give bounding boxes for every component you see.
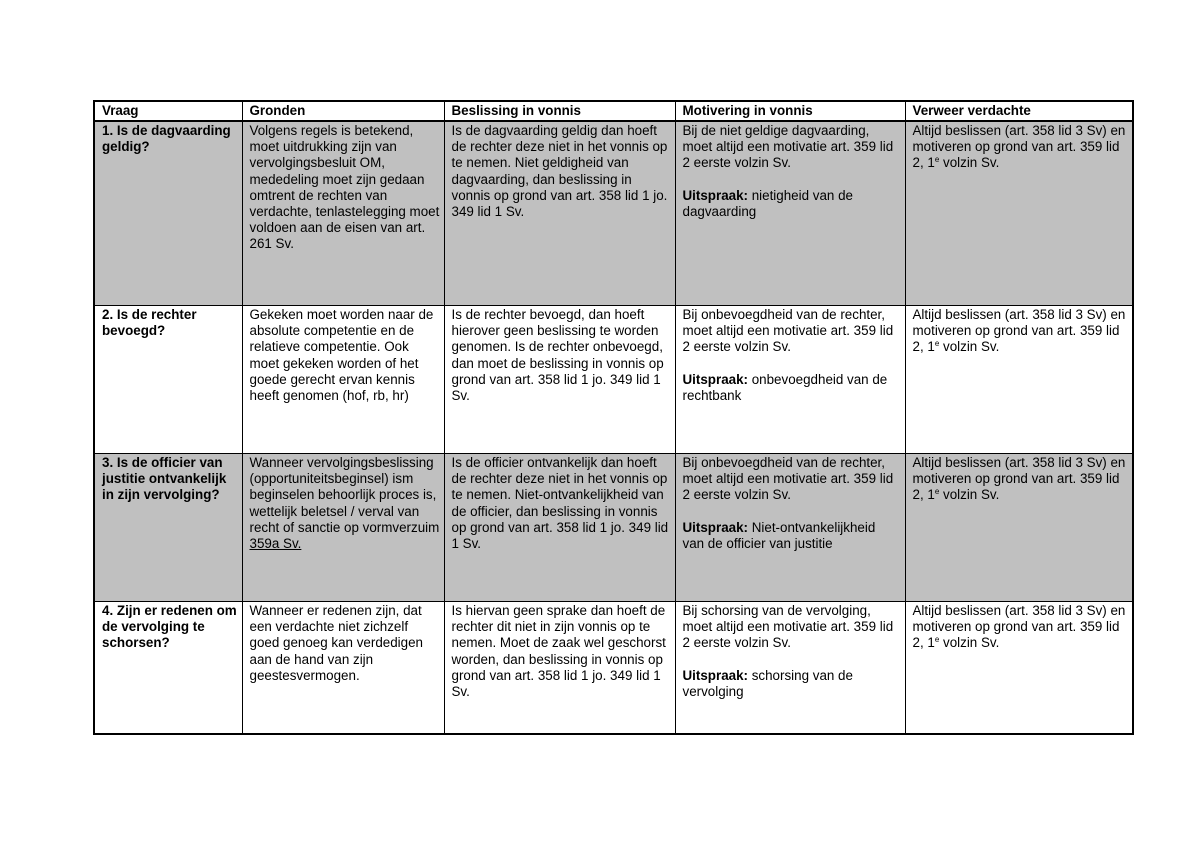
- cell-gronden: Volgens regels is betekend, moet uitdrukking zijn van vervolgingsbesluit OM, mededeling moet zijn gedaan omtrent de rechten van verdachte, tenlastelegging moet voldoen aan de eisen van art. 261 Sv.: [242, 121, 444, 306]
- uitspraak-label: Uitspraak:: [682, 519, 748, 535]
- gronden-text: Wanneer vervolgingsbeslissing (opportuniteitsbeginsel) ism beginselen behoorlijk proces is, wettelijk beletsel / verval van recht of sanctie op vormverzuim: [249, 455, 440, 535]
- cell-verweer: [905, 121, 1133, 306]
- cell-motivering: [675, 602, 905, 735]
- uitspraak-label: Uitspraak:: [682, 371, 748, 387]
- verweer-text: Altijd beslissen (art. 358 lid 3 Sv) en motiveren op grond van art. 359 lid 2, 1: [912, 603, 1126, 651]
- motivering-text: Bij de niet geldige dagvaarding, moet altijd een motivatie art. 359 lid 2 eerste volzin Sv.: [682, 123, 894, 171]
- cell-motivering: [675, 306, 905, 454]
- verweer-text: Altijd beslissen (art. 358 lid 3 Sv) en motiveren op grond van art. 359 lid 2, 1: [912, 307, 1126, 355]
- table-row: [94, 306, 1133, 454]
- cell-gronden: [242, 454, 444, 602]
- header-verweer: Verweer verdachte: [905, 101, 1133, 121]
- verweer-text: Altijd beslissen (art. 358 lid 3 Sv) en motiveren op grond van art. 359 lid 2, 1: [912, 455, 1126, 503]
- cell-beslissing: Is de dagvaarding geldig dan hoeft de rechter deze niet in het vonnis op te nemen. Niet geldigheid van dagvaarding, dan beslissing in vonnis op grond van art. 358 lid 1 jo. 349 lid 1 Sv.: [444, 121, 675, 306]
- cell-vraag: 4. Zijn er redenen om de vervolging te schorsen?: [94, 602, 242, 735]
- motivering-text: Bij onbevoegdheid van de rechter, moet altijd een motivatie art. 359 lid 2 eerste volzin Sv.: [682, 455, 894, 503]
- uitspraak-paragraph: [683, 520, 876, 551]
- header-vraag: Vraag: [94, 101, 242, 121]
- verweer-text-end: volzin Sv.: [939, 635, 1000, 651]
- motivering-text: Bij onbevoegdheid van de rechter, moet altijd een motivatie art. 359 lid 2 eerste volzin Sv.: [682, 307, 894, 355]
- cell-vraag: 1. Is de dagvaarding geldig?: [94, 121, 242, 306]
- cell-motivering: [675, 454, 905, 602]
- cell-verweer: [905, 454, 1133, 602]
- cell-gronden: Wanneer er redenen zijn, dat een verdachte niet zichzelf goed genoeg kan verdedigen aan de hand van zijn geestesvermogen.: [242, 602, 444, 735]
- cell-beslissing: Is de rechter bevoegd, dan hoeft hierover geen beslissing te worden genomen. Is de rechter onbevoegd, dan moet de beslissing in vonnis op grond van art. 358 lid 1 jo. 349 lid 1 Sv.: [444, 306, 675, 454]
- verweer-superscript: e: [934, 155, 940, 165]
- uitspraak-text: schorsing van de vervolging: [682, 667, 853, 699]
- cell-verweer: [905, 306, 1133, 454]
- header-motivering: Motivering in vonnis: [675, 101, 905, 121]
- uitspraak-paragraph: [683, 668, 853, 699]
- cell-vraag: 2. Is de rechter bevoegd?: [94, 306, 242, 454]
- uitspraak-paragraph: [683, 372, 888, 403]
- verweer-text: Altijd beslissen (art. 358 lid 3 Sv) en motiveren op grond van art. 359 lid 2, 1: [912, 123, 1126, 171]
- verweer-superscript: e: [934, 339, 940, 349]
- table-row: [94, 602, 1133, 735]
- verweer-text-end: volzin Sv.: [939, 155, 1000, 171]
- header-row: [94, 101, 1133, 121]
- cell-beslissing: Is hiervan geen sprake dan hoeft de rechter dit niet in zijn vonnis op te nemen. Moet de zaak wel geschorst worden, dan beslissing in vonnis op grond van art. 358 lid 1 jo. 349 lid 1 Sv.: [444, 602, 675, 735]
- cell-vraag: 3. Is de officier van justitie ontvankelijk in zijn vervolging?: [94, 454, 242, 602]
- uitspraak-text: Niet-ontvankelijkheid van de officier van justitie: [682, 519, 876, 551]
- verweer-superscript: e: [934, 635, 940, 645]
- uitspraak-text: nietigheid van de dagvaarding: [682, 187, 853, 219]
- uitspraak-paragraph: [683, 188, 853, 219]
- table-row: [94, 454, 1133, 602]
- table-row: [94, 121, 1133, 306]
- cell-gronden: Gekeken moet worden naar de absolute competentie en de relatieve competentie. Ook moet gekeken worden of het goede gerecht ervan kennis heeft genomen (hof, rb, hr): [242, 306, 444, 454]
- verweer-superscript: e: [934, 487, 940, 497]
- verweer-text-end: volzin Sv.: [939, 487, 1000, 503]
- cell-verweer: [905, 602, 1133, 735]
- uitspraak-text: onbevoegdheid van de rechtbank: [682, 371, 888, 403]
- gronden-underlined-reference: 359a Sv.: [249, 536, 302, 552]
- procedure-table: [93, 100, 1134, 735]
- uitspraak-label: Uitspraak:: [682, 667, 748, 683]
- header-beslissing: Beslissing in vonnis: [444, 101, 675, 121]
- header-gronden: Gronden: [242, 101, 444, 121]
- verweer-text-end: volzin Sv.: [939, 339, 1000, 355]
- cell-beslissing: Is de officier ontvankelijk dan hoeft de rechter deze niet in het vonnis op te nemen. Niet-ontvankelijkheid van de officier, dan beslissing in vonnis op grond van art. 358 lid 1 jo. 349 lid 1 Sv.: [444, 454, 675, 602]
- motivering-text: Bij schorsing van de vervolging, moet altijd een motivatie art. 359 lid 2 eerste volzin Sv.: [682, 603, 894, 651]
- cell-motivering: [675, 121, 905, 306]
- uitspraak-label: Uitspraak:: [682, 187, 748, 203]
